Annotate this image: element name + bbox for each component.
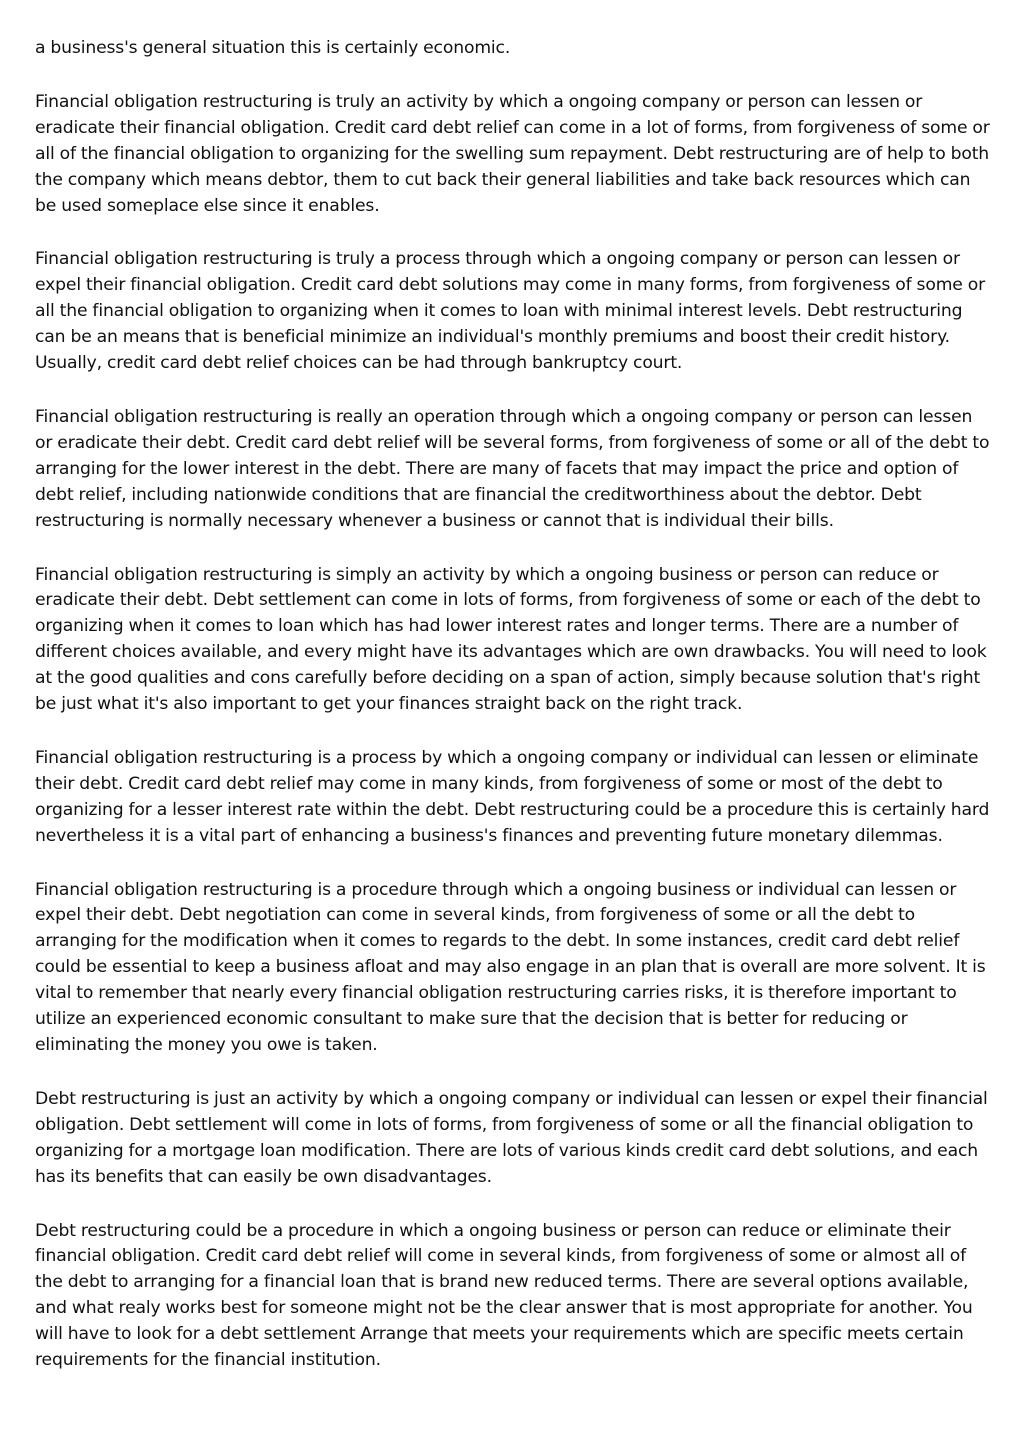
paragraph-5: Financial obligation restructuring is simply an activity by which a ongoing business or person can reduce or eradicate their debt. Debt settlement can come in lots of forms, from forgiveness of some or each of the debt to organizing when it comes to loan which has had lower interest rates and longer terms. There are a number of different choices available, and every might have its advantages which are own drawbacks. You will need to look at the good qualities and cons carefully before deciding on a span of action, simply because solution that's right be just what it's also important to get your finances straight back on the right track. (35, 564, 987, 715)
paragraph-2: Financial obligation restructuring is truly an activity by which a ongoing company or person can lessen or eradicate their financial obligation. Credit card debt relief can come in a lot of forms, from forgiveness of some or all of the financial obligation to organizing for the swelling sum repayment. Debt restructuring are of help to both the company which means debtor, them to cut back their general liabilities and take back resources which can be used someplace else since it enables. (35, 91, 990, 216)
paragraph-9: Debt restructuring could be a procedure in which a ongoing business or person can reduce or eliminate their financial obligation. Credit card debt relief will come in several kinds, from forgiveness of some or almost all of the debt to arranging for a financial loan that is brand new reduced terms. There are several options available, and what realy works best for someone might not be the clear answer that is most appropriate for another. You will have to look for a debt settlement Arrange that meets your requirements which are specific meets certain requirements for the financial institution. (35, 1220, 973, 1371)
paragraph-4: Financial obligation restructuring is really an operation through which a ongoing company or person can lessen or eradicate their debt. Credit card debt relief will be several forms, from forgiveness of some or all of the debt to arranging for the lower interest in the debt. There are many of facets that may impact the price and option of debt relief, including nationwide conditions that are financial the creditworthiness about the debtor. Debt restructuring is normally necessary whenever a business or cannot that is individual their bills. (35, 406, 990, 531)
paragraph-3: Financial obligation restructuring is truly a process through which a ongoing company or person can lessen or expel their financial obligation. Credit card debt solutions may come in many forms, from forgiveness of some or all the financial obligation to organizing when it comes to loan with minimal interest levels. Debt restructuring can be an means that is beneficial minimize an individual's monthly premiums and boost their credit history. Usually, credit card debt relief choices can be had through bankruptcy court. (35, 249, 986, 374)
paragraph-7: Financial obligation restructuring is a procedure through which a ongoing business or individual can lessen or expel their debt. Debt negotiation can come in several kinds, from forgiveness of some or all the debt to arranging for the modification when it comes to regards to the debt. In some instances, credit card debt relief could be essential to keep a business afloat and may also engage in an plan that is overall are more solvent. It is vital to remember that nearly every financial obligation restructuring carries risks, it is therefore important to utilize an experienced economic consultant to make sure that the decision that is better for reducing or eliminating the money you owe is taken. (35, 879, 986, 1055)
paragraph-8: Debt restructuring is just an activity by which a ongoing company or individual can lessen or expel their financial obligation. Debt settlement will come in lots of forms, from forgiveness of some or all the financial obligation to organizing for a mortgage loan modification. There are lots of various kinds credit card debt solutions, and each has its benefits that can easily be own disadvantages. (35, 1088, 988, 1187)
paragraph-6: Financial obligation restructuring is a process by which a ongoing company or individual can lessen or eliminate their debt. Credit card debt relief may come in many kinds, from forgiveness of some or most of the debt to organizing for a lesser interest rate within the debt. Debt restructuring could be a procedure this is certainly hard nevertheless it is a vital part of enhancing a business's finances and preventing future monetary dilemmas. (35, 747, 990, 846)
paragraph-1: a business's general situation this is certainly economic. (35, 38, 511, 58)
